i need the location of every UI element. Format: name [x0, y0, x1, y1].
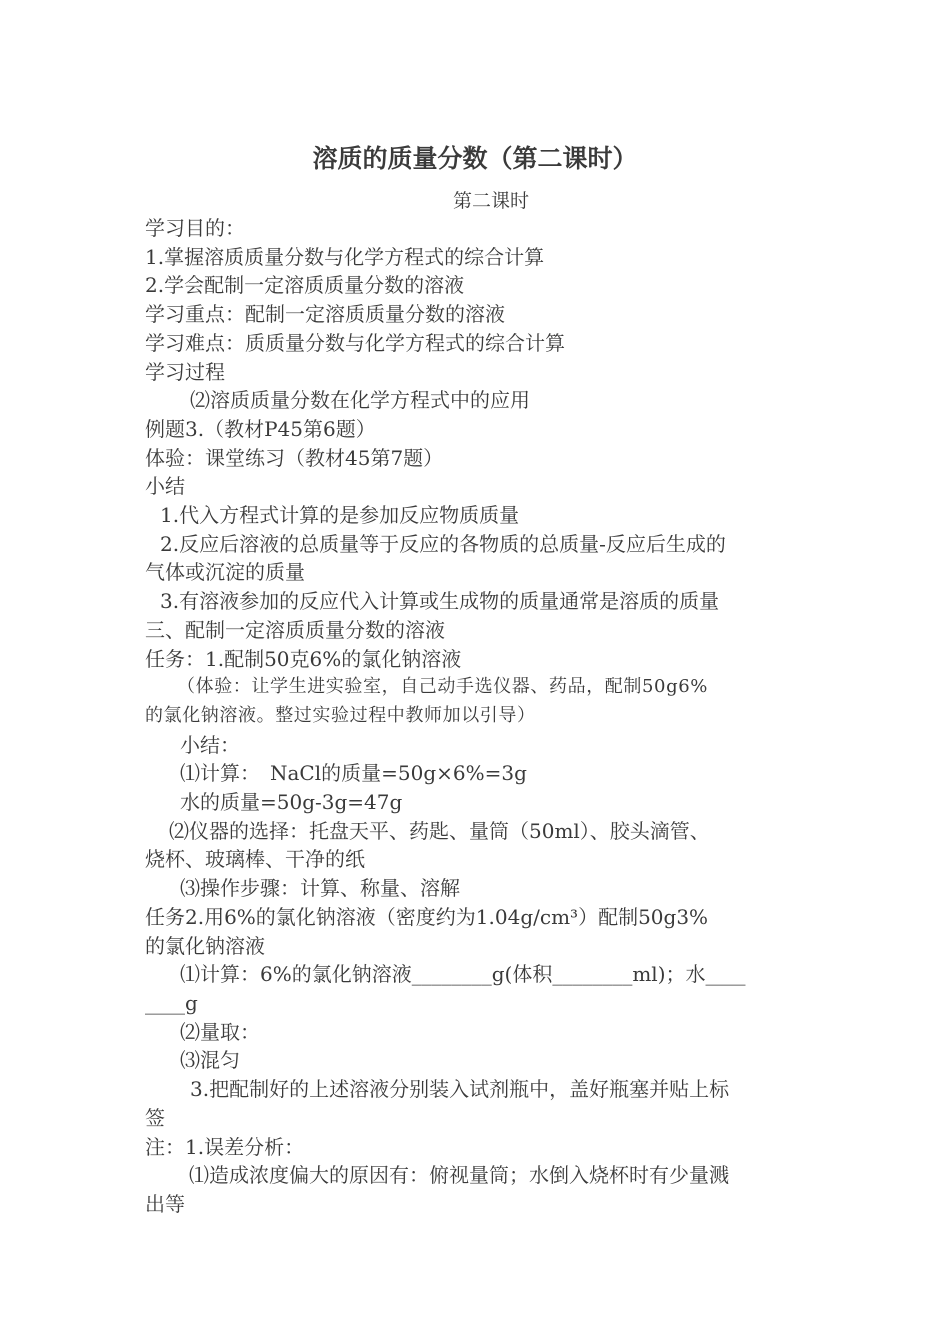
text-line: 学习重点：配制一定溶质质量分数的溶液	[145, 302, 505, 327]
text-line: 1.代入方程式计算的是参加反应物质质量	[160, 503, 520, 528]
text-line: 签	[145, 1105, 165, 1130]
text-line: ⑵量取：	[180, 1019, 260, 1044]
text-line: 学习目的：	[145, 216, 245, 240]
text-line: ⑴造成浓度偏大的原因有：俯视量筒；水倒入烧杯时有少量溅	[189, 1163, 729, 1188]
text-line: ⑴计算： NaCl的质量=50g×6%=3g	[180, 761, 527, 786]
text-line: （体验：让学生进实验室，自己动手选仪器、药品，配制50g6%	[177, 676, 708, 698]
text-line: 学习过程	[145, 359, 225, 384]
document-body	[145, 214, 815, 1219]
text-line: 例题3.（教材P45第6题）	[145, 416, 376, 441]
text-line: ⑵溶质质量分数在化学方程式中的应用	[190, 388, 530, 413]
text-line: 烧杯、玻璃棒、干净的纸	[145, 847, 365, 872]
text-line: 任务2.用6%的氯化钠溶液（密度约为1.04g/cm³）配制50g3%	[145, 904, 709, 929]
text-line: 三、配制一定溶质质量分数的溶液	[145, 617, 445, 642]
text-line: ⑴计算：6%的氯化钠溶液________g(体积________ml)；水____	[180, 962, 746, 987]
text-line: 1.掌握溶质质量分数与化学方程式的综合计算	[145, 244, 545, 269]
text-line: 体验：课堂练习（教材45第7题）	[145, 445, 444, 470]
text-line: 小结：	[180, 732, 240, 757]
text-line: 注：1.误差分析：	[145, 1134, 305, 1159]
text-line: 气体或沉淀的质量	[145, 560, 305, 585]
text-line: ____g	[145, 990, 198, 1015]
text-line: 2.学会配制一定溶质质量分数的溶液	[145, 273, 465, 298]
text-line: ⑵仪器的选择：托盘天平、药匙、量筒（50ml）、胶头滴管、	[169, 818, 710, 843]
text-line: 任务：1.配制50克6%的氯化钠溶液	[145, 646, 462, 671]
text-line: 3.把配制好的上述溶液分别装入试剂瓶中，盖好瓶塞并贴上标	[190, 1077, 730, 1102]
text-line: 出等	[145, 1191, 185, 1216]
text-line: 水的质量=50g-3g=47g	[180, 790, 403, 815]
text-line: 2.反应后溶液的总质量等于反应的各物质的总质量-反应后生成的	[160, 531, 726, 556]
text-line: 学习难点：质质量分数与化学方程式的综合计算	[145, 330, 565, 355]
text-line: 小结	[145, 474, 185, 499]
text-line: 的氯化钠溶液	[145, 933, 265, 958]
text-line: 3.有溶液参加的反应代入计算或生成物的质量通常是溶质的质量	[160, 589, 720, 614]
text-line: 的氯化钠溶液。整过实验过程中教师加以引导）	[145, 704, 536, 726]
text-line: ⑶操作步骤：计算、称量、溶解	[180, 876, 460, 901]
document-subtitle: 第二课时	[452, 190, 529, 212]
text-line: ⑶混匀	[180, 1048, 240, 1073]
document-title: 溶质的质量分数（第二课时）	[312, 144, 638, 173]
